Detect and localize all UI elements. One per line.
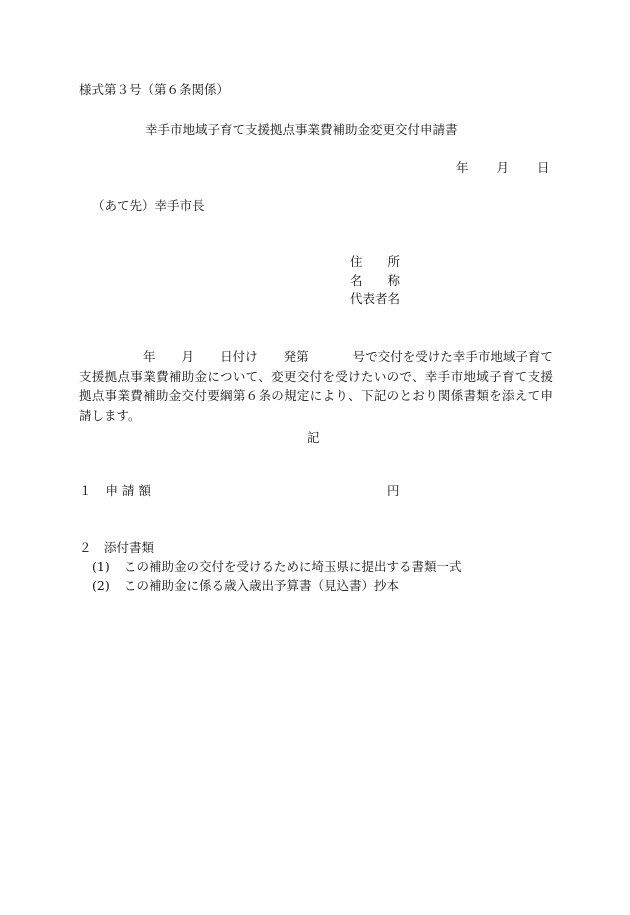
body-month: 月 [181,349,195,364]
attachment-item [92,577,399,595]
body-issue: 発第 [283,349,309,364]
document-title: 幸手市地域子育て支援拠点事業費補助金変更交付申請書 [145,122,458,137]
body-date-suffix: 日付け [220,349,258,364]
amount-label: 申 請 額 [105,483,151,498]
attachments-heading: ２ 添付書類 [79,540,155,555]
representative-label: 代表者名 [350,291,401,306]
amount-row [79,482,399,500]
body-rest-line1: 号で交付を受けた幸手市地域 [352,349,516,364]
attachment-item-number: (1) [92,559,110,574]
attachment-item-text: この補助金に係る歳入歳出予算書（見込書）抄本 [124,578,400,593]
attachment-item-text: この補助金の交付を受けるために埼玉県に提出する書類一式 [124,559,462,574]
addressee: （あて先）幸手市長 [92,198,205,213]
name-label: 名 称 [350,273,401,288]
application-body [79,347,553,425]
ki-marker: 記 [307,430,320,445]
amount-number: １ [79,483,92,498]
body-rest: 子育て支援拠点事業費補助金について、変更交付を受けたいので、幸手市地域子育て支援拠点事業費補助金交付要綱第６条の規定により、下記のとおり関係書類を添えて申請します。 [79,349,553,423]
attachment-item-number: (2) [92,578,110,593]
date-day: 日 [537,160,550,175]
date-month: 月 [496,160,510,175]
date-year: 年 [456,160,469,175]
attachment-item [92,558,462,576]
address-label: 住 所 [350,254,401,269]
body-year: 年 [143,349,156,364]
date-line [456,159,550,177]
form-number: 様式第３号（第６条関係） [79,82,230,97]
amount-unit: 円 [386,483,400,498]
